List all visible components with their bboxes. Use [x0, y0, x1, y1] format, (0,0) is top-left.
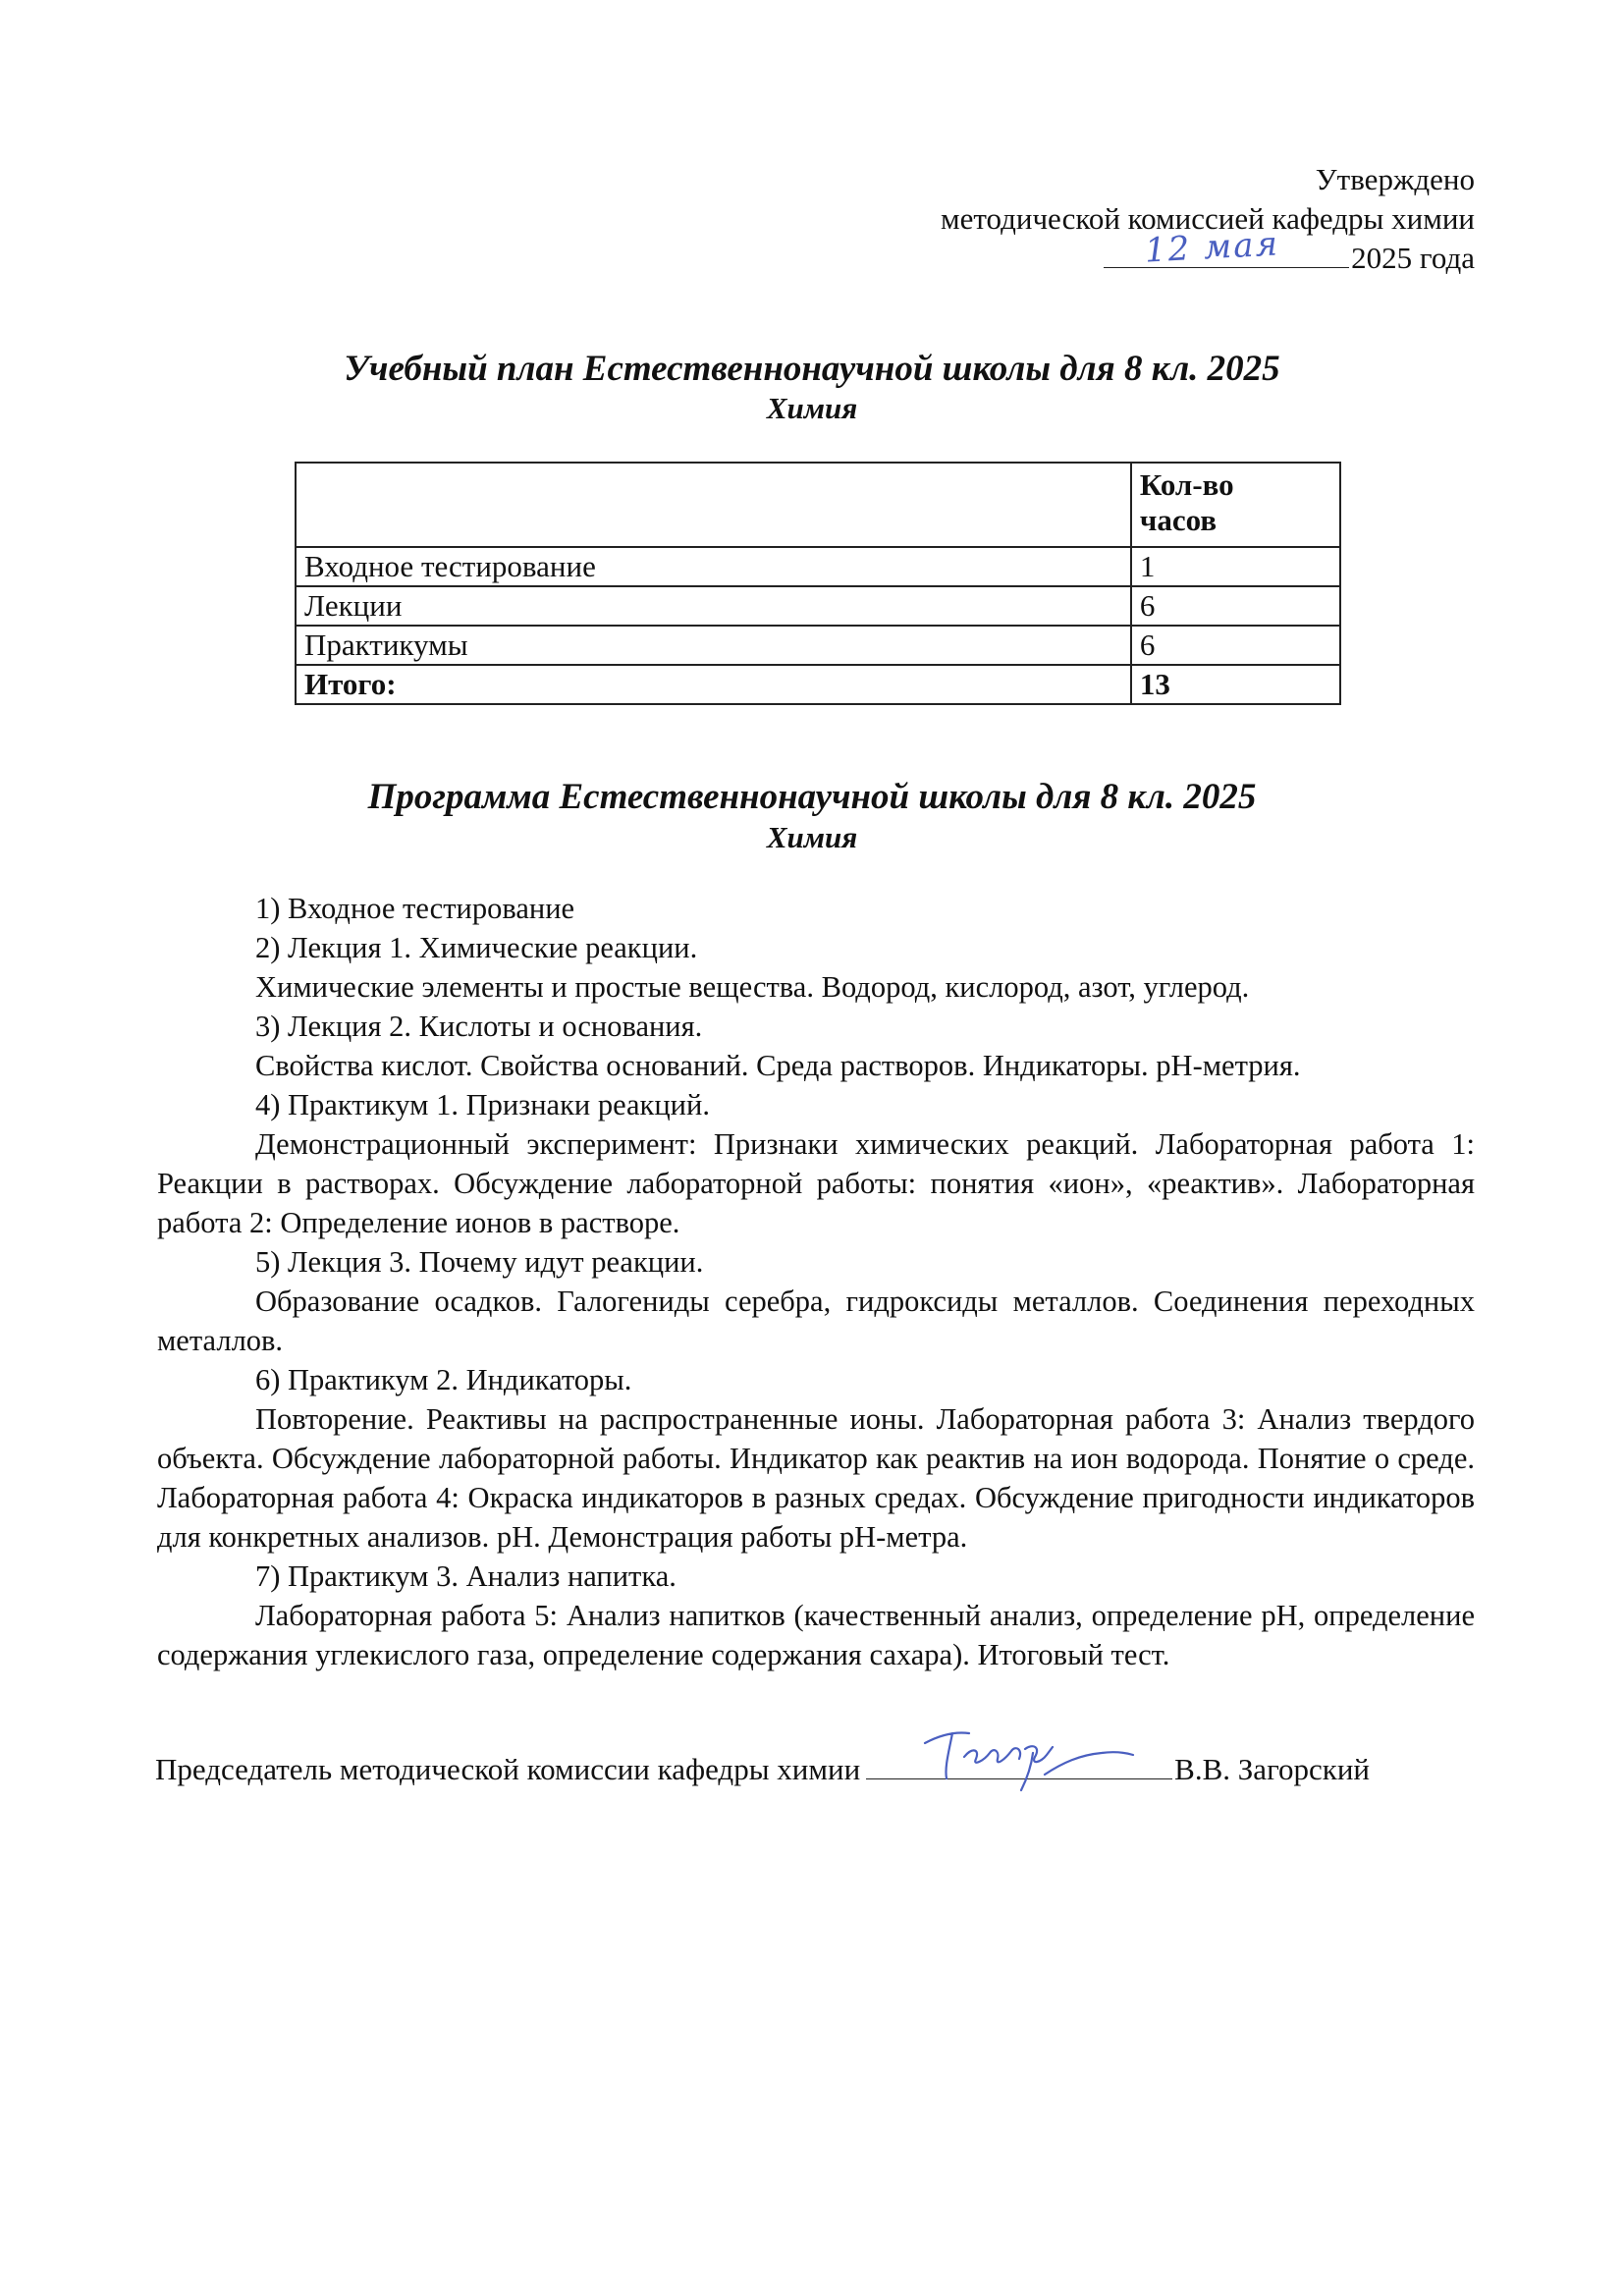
total-label: Итого: [296, 665, 1131, 704]
row-name: Практикумы [296, 626, 1131, 665]
approval-commission: методической комиссией кафедры химии [940, 201, 1475, 236]
program-item: 2) Лекция 1. Химические реакции. [255, 931, 698, 964]
program-subject: Химия [766, 820, 858, 854]
program-description: Демонстрационный эксперимент: Признаки химических реакций. Лабораторная работа 1: Реакции в растворах. Обсуждение лабораторной работы: понятия «ион», «реактив». Лабораторная работа 2: Определение ионов в растворе. [157, 1127, 1475, 1239]
row-hours: 1 [1131, 547, 1340, 586]
signature-role: Председатель методической комиссии кафедры химии [155, 1752, 861, 1786]
approval-label: Утверждено [1315, 162, 1475, 196]
table-row [296, 586, 1340, 626]
total-hours: 13 [1131, 665, 1340, 704]
header-empty-cell [296, 463, 1131, 547]
program-item: 3) Лекция 2. Кислоты и основания. [255, 1010, 703, 1043]
table-row [296, 547, 1340, 586]
plan-subject: Химия [766, 391, 858, 425]
plan-title: Учебный план Естественнонаучной школы для 8 кл. 2025 [344, 349, 1280, 389]
program-item: 7) Практикум 3. Анализ напитка. [255, 1559, 677, 1593]
program-item: 5) Лекция 3. Почему идут реакции. [255, 1245, 704, 1279]
program-description: Образование осадков. Галогениды серебра, гидроксиды металлов. Соединения переходных металлов. [157, 1285, 1475, 1357]
row-hours: 6 [1131, 626, 1340, 665]
date-blank-line [1104, 224, 1349, 271]
program-body [157, 889, 1475, 1674]
plan-table [295, 462, 1341, 705]
row-name: Лекции [296, 586, 1131, 626]
approval-block [941, 160, 1475, 278]
header-hours-cell: Кол-во часов [1131, 463, 1340, 547]
program-description: Химические элементы и простые вещества. Водород, кислород, азот, углерод. [255, 970, 1250, 1004]
program-description: Свойства кислот. Свойства оснований. Среда растворов. Индикаторы. pH-метрия. [255, 1049, 1301, 1082]
approval-year: 2025 года [1351, 241, 1475, 275]
row-hours: 6 [1131, 586, 1340, 626]
handwritten-date: 12 мая [1144, 224, 1281, 271]
signature-name: В.В. Загорский [1174, 1752, 1371, 1786]
program-description: Лабораторная работа 5: Анализ напитков (качественный анализ, определение pH, определение содержания углекислого газа, определение содержания сахара). Итоговый тест. [157, 1599, 1475, 1671]
handwritten-signature [915, 1714, 1141, 1792]
signature-block [155, 1750, 1370, 1789]
plan-table-header [296, 463, 1340, 547]
table-total-row [296, 665, 1340, 704]
program-description: Повторение. Реактивы на распространенные ионы. Лабораторная работа 3: Анализ твердого объекта. Обсуждение лабораторной работы. Индикатор как реактив на ион водорода. Понятие о среде. Лабораторная работа 4: Окраска индикаторов в разных средах. Обсуждение пригодности индикаторов для конкретных анализов. pH. Демонстрация работы pH-метра. [157, 1402, 1475, 1554]
table-row [296, 626, 1340, 665]
program-title: Программа Естественнонаучной школы для 8 кл. 2025 [367, 777, 1257, 817]
signature-line [866, 1751, 1172, 1779]
row-name: Входное тестирование [296, 547, 1131, 586]
approval-date [1104, 224, 1475, 278]
program-item: 1) Входное тестирование [255, 892, 575, 925]
program-item: 4) Практикум 1. Признаки реакций. [255, 1088, 710, 1121]
program-item: 6) Практикум 2. Индикаторы. [255, 1363, 632, 1396]
